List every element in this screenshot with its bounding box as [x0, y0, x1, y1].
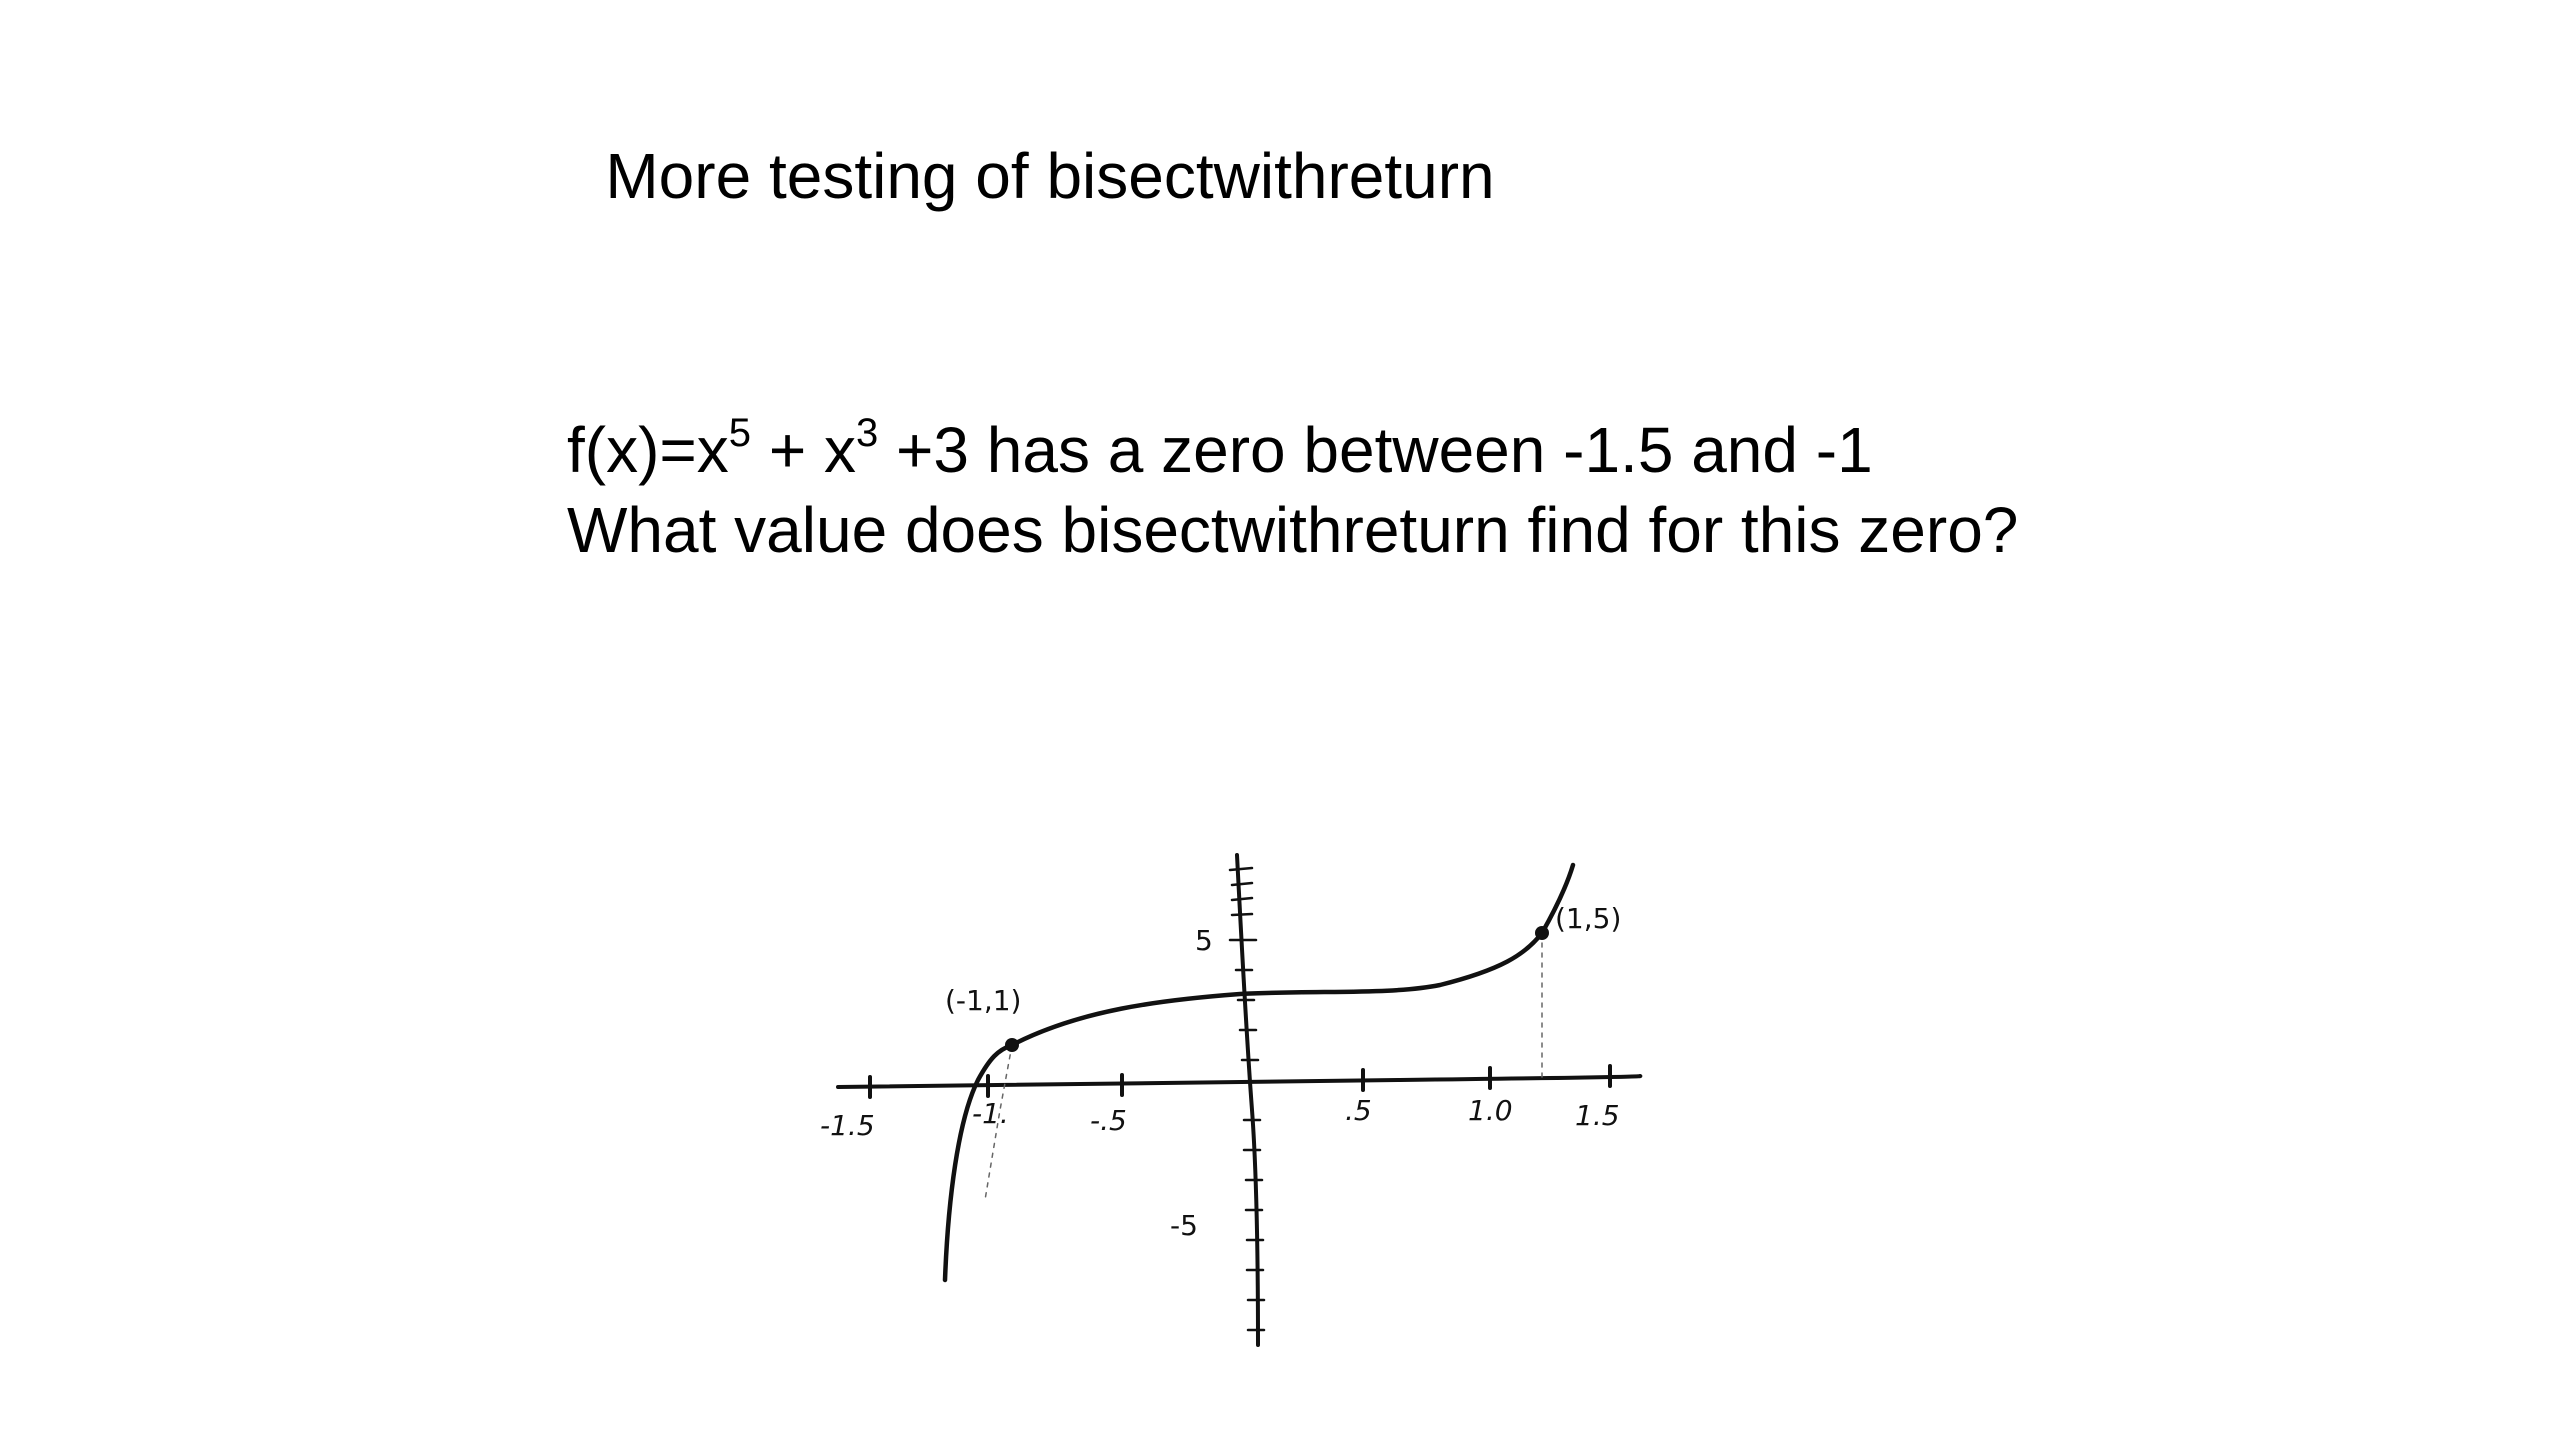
- slide-title: More testing of bisectwithreturn: [605, 140, 1495, 212]
- function-prefix: f(x)=x: [567, 414, 729, 486]
- x-tick-label: .5: [1345, 1094, 1372, 1127]
- hand-drawn-graph: [800, 780, 1700, 1380]
- function-suffix: +3 has a zero between -1.5 and -1: [878, 414, 1873, 486]
- point-label: (-1,1): [945, 984, 1022, 1017]
- x-tick-label: 1.0: [1468, 1094, 1513, 1127]
- x-axis: [838, 1076, 1640, 1087]
- x-tick-label: -1.5: [820, 1109, 875, 1142]
- point-label: (1,5): [1555, 902, 1622, 935]
- problem-statement: [567, 410, 2018, 570]
- y-tick-label: -5: [1170, 1209, 1198, 1242]
- function-middle: + x: [751, 414, 856, 486]
- function-curve: [945, 865, 1573, 1280]
- x-tick-label: -1.: [972, 1097, 1009, 1130]
- y-tick-label: 5: [1195, 924, 1213, 957]
- question-line: What value does bisectwithreturn find for this zero?: [567, 494, 2019, 566]
- x-tick-label: -.5: [1090, 1104, 1127, 1137]
- exponent-five: 5: [728, 410, 752, 455]
- function-line: [567, 410, 2018, 490]
- y-axis: [1237, 855, 1258, 1345]
- point-marker: [1005, 1038, 1019, 1052]
- exponent-three: 3: [855, 410, 879, 455]
- point-marker: [1535, 926, 1549, 940]
- x-tick-label: 1.5: [1575, 1099, 1620, 1132]
